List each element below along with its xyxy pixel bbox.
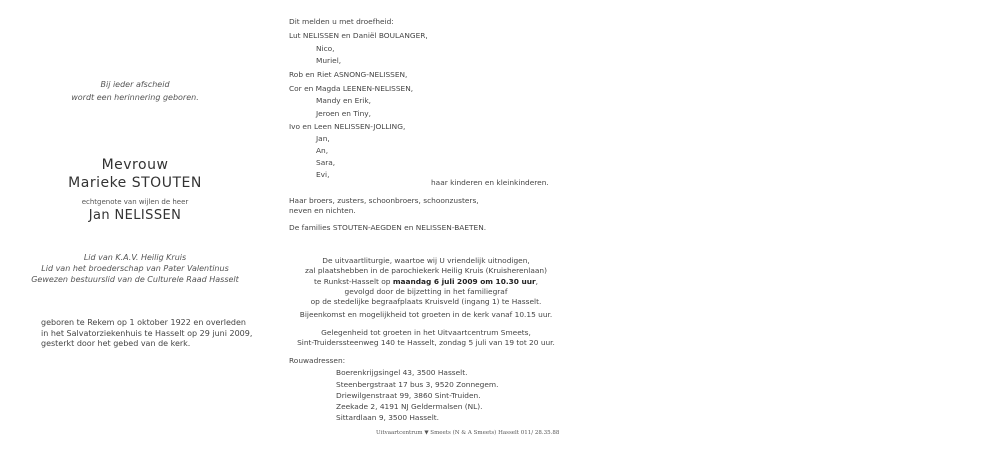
membership-line: Gewezen bestuurslid van de Culturele Raad Hasselt: [31, 275, 239, 284]
liturgy-date-suffix: ,: [535, 276, 539, 286]
right-panel: [276, 0, 576, 462]
family-line: Ivo en Leen NELISSEN-JOLLING,: [289, 122, 406, 131]
bio-line: geboren te Rekem op 1 oktober 1922 en overleden: [41, 318, 246, 327]
biography: [41, 318, 266, 350]
bio-line: in het Salvatorziekenhuis te Hasselt op 29 juni 2009,: [41, 328, 253, 338]
bio-line: gesterkt door het gebed van de kerk.: [41, 339, 191, 349]
motto-line: wordt een herinnering geboren.: [71, 93, 199, 102]
family-line: Evi,: [316, 170, 330, 179]
siblings-line: neven en nichten.: [289, 206, 356, 215]
greeting-line: Gelegenheid tot groeten in het Uitvaartcentrum Smeets,: [321, 328, 531, 337]
liturgy-line: zal plaatshebben in de parochiekerk Heilig Kruis (Kruisherenlaan): [305, 266, 547, 276]
siblings-line: Haar broers, zusters, schoonbroers, schoonzusters,: [289, 196, 479, 205]
address-line: Driewilgenstraat 99, 3860 Sint-Truiden.: [336, 391, 481, 400]
family-line: Rob en Riet ASNONG-NELISSEN,: [289, 70, 408, 79]
family-line: Sara,: [316, 158, 336, 167]
liturgy-line: op de stedelijke begraafplaats Kruisveld (ingang 1) te Hasselt.: [310, 297, 542, 307]
left-panel: [0, 0, 270, 462]
family-line: Mandy en Erik,: [316, 96, 371, 105]
deceased-name: Marieke STOUTEN: [68, 175, 202, 191]
family-line: Nico,: [316, 44, 335, 53]
gathering-line: [276, 310, 576, 320]
family-line: Cor en Magda LEENEN-NELISSEN,: [289, 84, 414, 93]
membership-line: Lid van het broederschap van Pater Valentinus: [41, 264, 229, 273]
liturgy-block: [276, 256, 576, 307]
liturgy-date: maandag 6 juli 2009 om 10.30 uur: [392, 276, 536, 286]
grandchildren-note: haar kinderen en kleinkinderen.: [431, 178, 549, 187]
spouse-name: Jan NELISSEN: [88, 208, 182, 223]
family-line: An,: [316, 146, 329, 155]
liturgy-date-prefix: te Runkst-Hasselt op: [313, 276, 393, 286]
liturgy-date-line: [276, 277, 576, 287]
family-line: Lut NELISSEN en Daniël BOULANGER,: [289, 31, 428, 40]
families-line: De families STOUTEN-AEGDEN en NELISSEN-BAETEN.: [289, 223, 487, 232]
announcement-intro: Dit melden u met droefheid:: [289, 17, 394, 26]
membership-line: Lid van K.A.V. Heilig Kruis: [83, 253, 187, 262]
family-line: Jan,: [316, 134, 330, 143]
honorific: Mevrouw: [101, 157, 169, 173]
address-line: Zeekade 2, 4191 NJ Geldermalsen (NL).: [336, 402, 483, 411]
address-line: Sittardlaan 9, 3500 Hasselt.: [336, 413, 440, 422]
motto: [0, 78, 270, 104]
greeting-block: [276, 328, 576, 349]
family-line: Jeroen en Tiny,: [316, 109, 372, 118]
liturgy-line: De uitvaartliturgie, waartoe wij U vriendelijk uitnodigen,: [322, 256, 530, 265]
family-line: Muriel,: [316, 56, 342, 65]
motto-line: Bij ieder afscheid: [100, 80, 170, 89]
memberships: [0, 252, 270, 285]
gathering-text: Bijeenkomst en mogelijkheid tot groeten in de kerk vanaf 10.15 uur.: [299, 310, 553, 319]
address-line: Boerenkrijgsingel 43, 3500 Hasselt.: [336, 368, 468, 377]
liturgy-line: gevolgd door de bijzetting in het familiegraf: [344, 286, 508, 296]
greeting-line: Sint-Truiderssteenweg 140 te Hasselt, zondag 5 juli van 19 tot 20 uur.: [297, 338, 555, 348]
addresses-label: Rouwadressen:: [289, 356, 346, 365]
spouse-prefix: echtgenote van wijlen de heer: [81, 198, 189, 206]
address-line: Steenbergstraat 17 bus 3, 9520 Zonnegem.: [336, 380, 499, 389]
funeral-home-footer: Uitvaartcentrum ▼ Smeets (N & A Smeets) Hasselt 011/ 28.35.88: [376, 430, 560, 436]
